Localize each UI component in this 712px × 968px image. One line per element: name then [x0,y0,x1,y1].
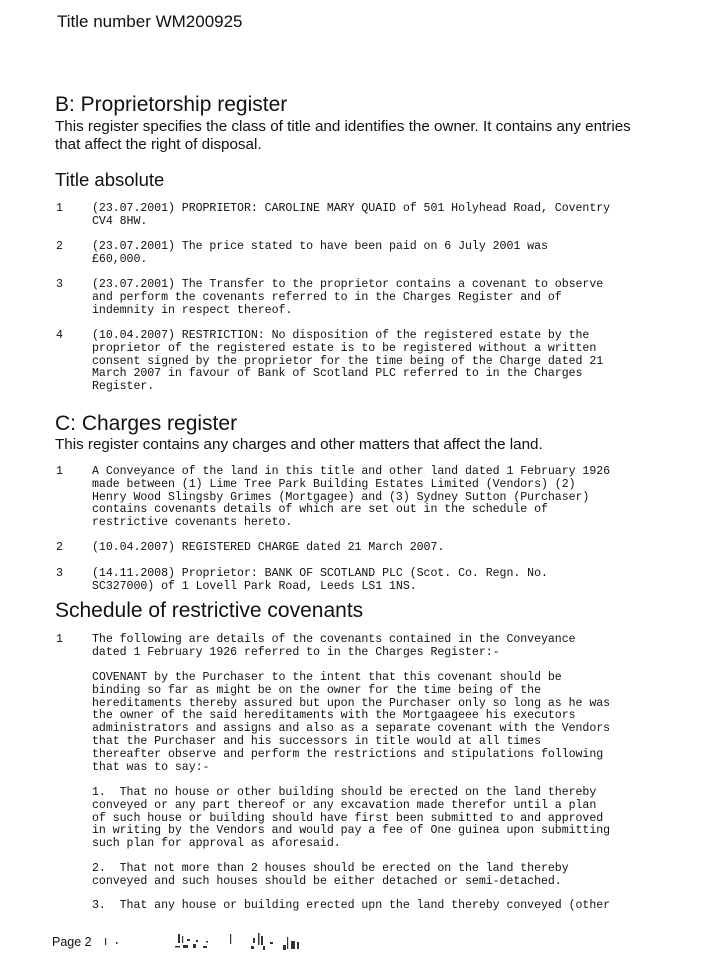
entry-text: A Conveyance of the land in this title and other land dated 1 February 1926 made between (1) Lime Tree Park Building Estates Limited (Vendors) (2) Henry Wood Slingsby Grimes (Mortgagee) and (3) Sydney Sutton (Purchaser) contains covenants details of which are set out in the schedule of restrictive covenants hereto. [92,465,611,530]
entry-number: 2 [56,541,63,554]
page-number: Page 2 [52,935,92,949]
schedule-paragraph: COVENANT by the Purchaser to the intent that this covenant should be binding so far as might be on the owner for the time being of the hereditaments thereby assured but upon the Purchaser only so long as he was the owner of the said hereditaments with the Mortgaageee his executors administrators and assigns and also as a separate covenant with the Vendors that the Purchaser and his successors in title would at all times thereafter observe and perform the restrictions and stipulations following that was to say:- [92,671,611,774]
entry-number: 1 [56,202,63,215]
entry-text: (23.07.2001) PROPRIETOR: CAROLINE MARY QUAID of 501 Holyhead Road, Coventry CV4 8HW. [92,202,611,228]
entry-text: (14.11.2008) Proprietor: BANK OF SCOTLAND PLC (Scot. Co. Regn. No. SC327000) of 1 Lovell Park Road, Leeds LS1 1NS. [92,567,548,593]
schedule-paragraph: 1. That no house or other building should be erected on the land thereby conveyed or any part thereof or any excavation made therefor until a plan of such house or building should have first been submitted to and approved in writing by the Vendors and would pay a fee of One guinea upon submitting such plan for approval as aforesaid. [92,786,611,851]
entry-number: 3 [56,567,63,580]
title-number: Title number WM200925 [57,12,243,31]
entry-number: 1 [56,465,63,478]
charges-register-description: This register contains any charges and other matters that affect the land. [55,436,543,453]
entry-text: (23.07.2001) The price stated to have been paid on 6 July 2001 was £60,000. [92,240,548,266]
proprietorship-register-heading: B: Proprietorship register [55,93,288,116]
schedule-heading: Schedule of restrictive covenants [55,599,364,622]
entry-text: (23.07.2001) The Transfer to the proprietor contains a covenant to observe and perform the covenants referred to in the Charges Register and of indemnity in respect thereof. [92,278,604,317]
entry-number: 4 [56,329,63,342]
proprietorship-register-description: This register specifies the class of title and identifies the owner. It contains any entries that affect the right of disposal. [55,118,631,153]
charges-register-heading: C: Charges register [55,412,238,435]
scan-artifact-marks [103,930,313,954]
entry-text: (10.04.2007) REGISTERED CHARGE dated 21 March 2007. [92,541,445,554]
entry-number: 3 [56,278,63,291]
entry-number: 2 [56,240,63,253]
schedule-paragraph: 3. That any house or building erected upn the land thereby conveyed (other [92,899,611,912]
entry-number: 1 [56,633,63,646]
schedule-paragraph: The following are details of the covenants contained in the Conveyance dated 1 February 1926 referred to in the Charges Register:- [92,633,576,659]
title-absolute-subheading: Title absolute [55,169,165,190]
entry-text: (10.04.2007) RESTRICTION: No disposition of the registered estate by the proprietor of the registered estate is to be registered without a written consent signed by the proprietor for the time being of the Charge dated 21 March 2007 in favour of Bank of Scotland PLC referred to in the Charges Register. [92,329,604,394]
schedule-paragraph: 2. That not more than 2 houses should be erected on the land thereby conveyed and such houses should be either detached or semi-detached. [92,862,569,888]
